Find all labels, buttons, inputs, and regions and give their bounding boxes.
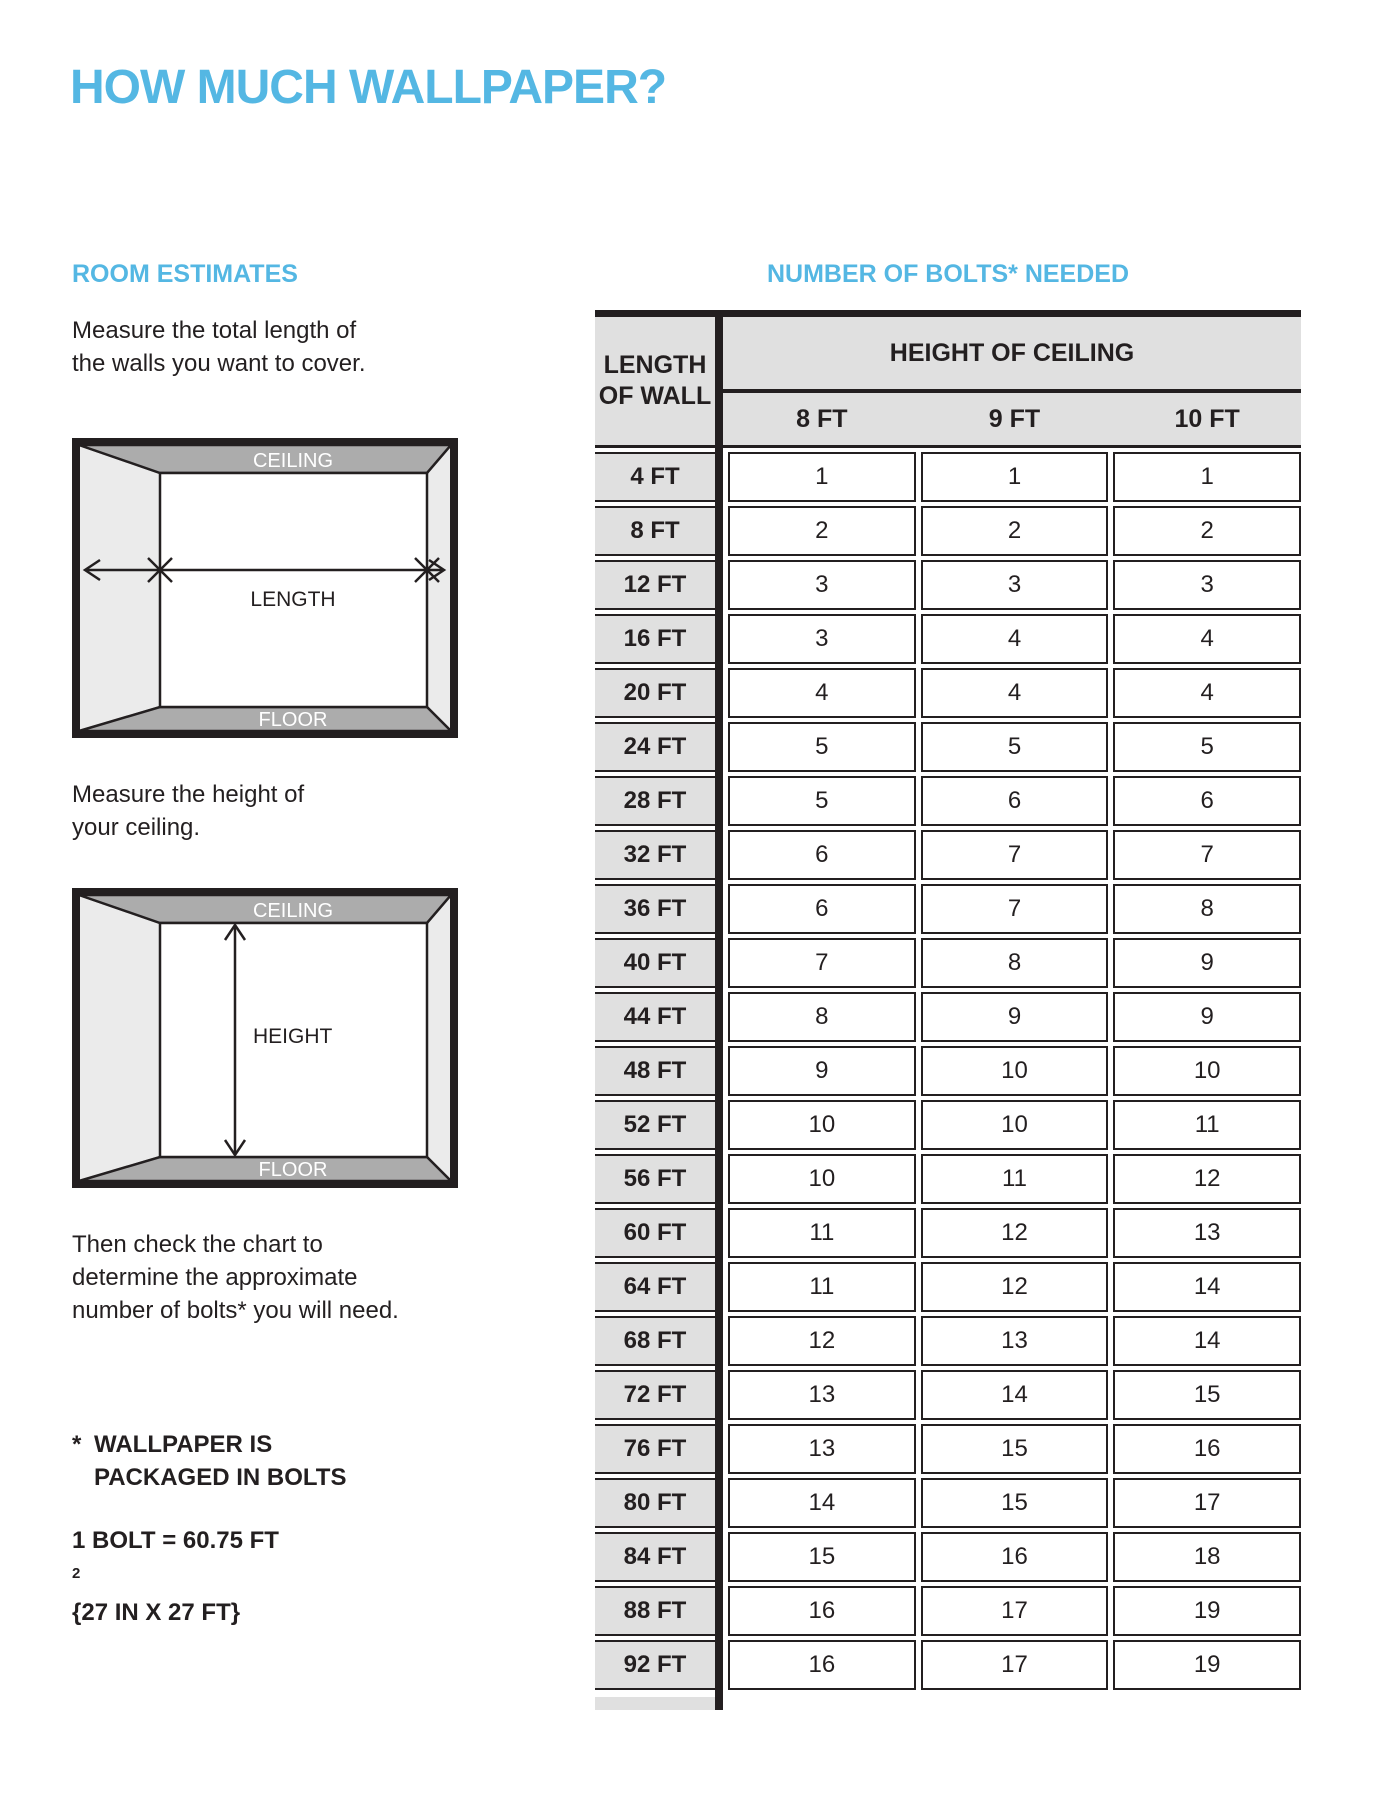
- paragraph-line: number of bolts* you will need.: [72, 1297, 399, 1324]
- row-length-label: 76 FT: [595, 1424, 715, 1474]
- bolts-table: [595, 310, 1301, 1710]
- table-row: [595, 1640, 1301, 1690]
- page-title: HOW MUCH WALLPAPER?: [70, 61, 667, 114]
- bolt-count-cell: 11: [1113, 1100, 1301, 1150]
- bolt-count-cell: 9: [921, 992, 1109, 1042]
- row-length-label: 84 FT: [595, 1532, 715, 1582]
- row-length-label: 32 FT: [595, 830, 715, 880]
- length-label: LENGTH: [250, 588, 336, 611]
- floor-label: FLOOR: [258, 709, 328, 731]
- bolt-count-cell: 15: [728, 1532, 916, 1582]
- right-wall: [427, 895, 451, 1181]
- height-of-ceiling-group: [723, 317, 1301, 445]
- bolt-count-cell: 5: [921, 722, 1109, 772]
- table-header: [595, 317, 1301, 448]
- bolt-count-cell: 18: [1113, 1532, 1301, 1582]
- paragraph-line: your ceiling.: [72, 814, 201, 841]
- bolt-count-cell: 16: [921, 1532, 1109, 1582]
- bolt-count-cell: 1: [921, 452, 1109, 502]
- floor-label: FLOOR: [258, 1159, 328, 1181]
- bolt-count-cell: 9: [1113, 992, 1301, 1042]
- bolt-dimensions-line: {27 IN X 27 FT}: [72, 1599, 241, 1626]
- bolt-count-cell: 13: [921, 1316, 1109, 1366]
- bolt-count-cell: 2: [728, 506, 916, 556]
- row-length-label: 48 FT: [595, 1046, 715, 1096]
- bolt-count-cell: 2: [921, 506, 1109, 556]
- table-row: [595, 1586, 1301, 1636]
- table-vertical-divider: [715, 310, 723, 1710]
- bolt-count-cell: 9: [728, 1046, 916, 1096]
- bolt-count-cell: 13: [728, 1370, 916, 1420]
- row-length-label: 16 FT: [595, 614, 715, 664]
- bolt-count-cell: 16: [728, 1640, 916, 1690]
- table-row: [595, 560, 1301, 610]
- bolt-count-cell: 8: [921, 938, 1109, 988]
- row-length-label: 40 FT: [595, 938, 715, 988]
- table-row: [595, 1370, 1301, 1420]
- column-header-9ft: 9 FT: [988, 404, 1041, 433]
- table-bottom-tab: [595, 1697, 723, 1710]
- bolt-count-cell: 8: [1113, 884, 1301, 934]
- row-length-label: 4 FT: [595, 452, 715, 502]
- paragraph-line: the walls you want to cover.: [72, 350, 366, 377]
- bolt-count-cell: 16: [1113, 1424, 1301, 1474]
- row-length-label: 68 FT: [595, 1316, 715, 1366]
- table-row: [595, 1424, 1301, 1474]
- bolt-count-cell: 4: [1113, 668, 1301, 718]
- ceiling-height-columns: [723, 393, 1301, 445]
- table-row: [595, 776, 1301, 826]
- bolt-count-cell: 1: [1113, 452, 1301, 502]
- bolt-count-cell: 14: [921, 1370, 1109, 1420]
- bolt-size-line: 1 BOLT = 60.75 FT $^2$: [72, 1527, 279, 1582]
- paragraph-line: Measure the height of: [72, 781, 305, 808]
- bolt-count-cell: 7: [1113, 830, 1301, 880]
- bolt-count-cell: 2: [1113, 506, 1301, 556]
- bolt-count-cell: 6: [728, 884, 916, 934]
- bolt-count-cell: 5: [728, 722, 916, 772]
- bolts-needed-heading: NUMBER OF BOLTS* NEEDED: [766, 260, 1130, 288]
- bolts-table-body: [595, 452, 1301, 1690]
- bolt-count-cell: 15: [921, 1424, 1109, 1474]
- column-header-8ft: 8 FT: [796, 404, 848, 433]
- bolt-count-cell: 6: [921, 776, 1109, 826]
- table-row: [595, 1046, 1301, 1096]
- bolt-count-cell: 17: [921, 1640, 1109, 1690]
- bolt-count-cell: 1: [728, 452, 916, 502]
- right-wall: [427, 445, 451, 731]
- table-row: [595, 722, 1301, 772]
- row-length-label: 52 FT: [595, 1100, 715, 1150]
- left-wall: [79, 895, 160, 1181]
- height-label: HEIGHT: [253, 1025, 333, 1048]
- table-row: [595, 1532, 1301, 1582]
- bolt-count-cell: 10: [728, 1154, 916, 1204]
- table-row: [595, 884, 1301, 934]
- row-length-label: 92 FT: [595, 1640, 715, 1690]
- bolt-count-cell: 19: [1113, 1586, 1301, 1636]
- row-length-label: 64 FT: [595, 1262, 715, 1312]
- bolt-count-cell: 4: [921, 614, 1109, 664]
- table-row: [595, 938, 1301, 988]
- bolt-count-cell: 10: [921, 1046, 1109, 1096]
- table-row: [595, 452, 1301, 502]
- bolt-count-cell: 4: [921, 668, 1109, 718]
- bolt-count-cell: 15: [921, 1478, 1109, 1528]
- bolt-count-cell: 14: [1113, 1262, 1301, 1312]
- bolt-count-cell: 10: [1113, 1046, 1301, 1096]
- table-row: [595, 1478, 1301, 1528]
- table-row: [595, 1316, 1301, 1366]
- table-row: [595, 1154, 1301, 1204]
- bolt-count-cell: 10: [728, 1100, 916, 1150]
- wallpaper-bolts-footnote: [72, 1428, 346, 1494]
- row-length-label: 60 FT: [595, 1208, 715, 1258]
- table-row: [595, 614, 1301, 664]
- row-length-label: 20 FT: [595, 668, 715, 718]
- bolt-count-cell: 5: [1113, 722, 1301, 772]
- bolt-count-cell: 4: [728, 668, 916, 718]
- height-of-ceiling-header: HEIGHT OF CEILING: [723, 317, 1301, 389]
- bolt-count-cell: 6: [728, 830, 916, 880]
- measure-height-paragraph: [72, 778, 304, 844]
- left-wall: [79, 445, 160, 731]
- bolt-count-cell: 11: [728, 1262, 916, 1312]
- paragraph-line: Then check the chart to: [72, 1231, 323, 1258]
- footnote-line: PACKAGED IN BOLTS: [94, 1464, 347, 1491]
- ceiling-label: CEILING: [252, 900, 334, 922]
- bolt-count-cell: 13: [728, 1424, 916, 1474]
- bolt-count-cell: 10: [921, 1100, 1109, 1150]
- bolt-count-cell: 12: [1113, 1154, 1301, 1204]
- bolt-count-cell: 7: [921, 830, 1109, 880]
- paragraph-line: determine the approximate: [72, 1264, 358, 1291]
- table-row: [595, 1208, 1301, 1258]
- bolt-count-cell: 3: [921, 560, 1109, 610]
- bolt-count-cell: 7: [728, 938, 916, 988]
- bolt-count-cell: 19: [1113, 1640, 1301, 1690]
- bolt-count-cell: 17: [1113, 1478, 1301, 1528]
- bolt-count-cell: 13: [1113, 1208, 1301, 1258]
- column-header-10ft: 10 FT: [1174, 404, 1240, 433]
- measure-length-paragraph: [72, 314, 365, 380]
- table-row: [595, 992, 1301, 1042]
- table-row: [595, 1262, 1301, 1312]
- row-length-label: 72 FT: [595, 1370, 715, 1420]
- bolt-count-cell: 6: [1113, 776, 1301, 826]
- paragraph-line: Measure the total length of: [72, 317, 357, 344]
- bolt-count-cell: 3: [1113, 560, 1301, 610]
- bolt-count-cell: 15: [1113, 1370, 1301, 1420]
- bolt-count-cell: 12: [921, 1262, 1109, 1312]
- bolt-count-cell: 3: [728, 560, 916, 610]
- table-row: [595, 668, 1301, 718]
- bolt-count-cell: 12: [921, 1208, 1109, 1258]
- asterisk-marker: *: [72, 1431, 82, 1458]
- row-length-label: 8 FT: [595, 506, 715, 556]
- table-top-border: [595, 310, 1301, 317]
- table-row: [595, 1100, 1301, 1150]
- bolt-count-cell: 14: [728, 1478, 916, 1528]
- bolt-count-cell: 14: [1113, 1316, 1301, 1366]
- row-length-label: 44 FT: [595, 992, 715, 1042]
- row-length-label: 12 FT: [595, 560, 715, 610]
- ceiling-height-diagram: [72, 888, 458, 1193]
- row-length-label: 36 FT: [595, 884, 715, 934]
- bolt-count-cell: 4: [1113, 614, 1301, 664]
- bolt-count-cell: 3: [728, 614, 916, 664]
- bolt-count-cell: 9: [1113, 938, 1301, 988]
- row-length-label: 28 FT: [595, 776, 715, 826]
- bolt-count-cell: 5: [728, 776, 916, 826]
- bolt-count-cell: 8: [728, 992, 916, 1042]
- check-chart-paragraph: [72, 1228, 399, 1327]
- footnote-line: WALLPAPER IS: [94, 1431, 273, 1458]
- bolt-count-cell: 11: [921, 1154, 1109, 1204]
- room-estimates-heading: ROOM ESTIMATES: [72, 260, 298, 288]
- bolt-count-cell: 16: [728, 1586, 916, 1636]
- bolt-count-cell: 11: [728, 1208, 916, 1258]
- table-row: [595, 830, 1301, 880]
- bolt-count-cell: 12: [728, 1316, 916, 1366]
- row-length-label: 80 FT: [595, 1478, 715, 1528]
- superscript-2: 2: [72, 1565, 81, 1582]
- bolt-equivalence-note: [72, 1524, 279, 1629]
- room-length-diagram: [72, 438, 458, 743]
- bolt-count-cell: 17: [921, 1586, 1109, 1636]
- footnote-text: [94, 1428, 346, 1494]
- row-length-label: 56 FT: [595, 1154, 715, 1204]
- bolt-count-cell: 7: [921, 884, 1109, 934]
- row-length-label: 88 FT: [595, 1586, 715, 1636]
- ceiling-label: CEILING: [252, 450, 334, 472]
- length-of-wall-header: LENGTH OF WALL: [595, 317, 715, 445]
- table-row: [595, 506, 1301, 556]
- row-length-label: 24 FT: [595, 722, 715, 772]
